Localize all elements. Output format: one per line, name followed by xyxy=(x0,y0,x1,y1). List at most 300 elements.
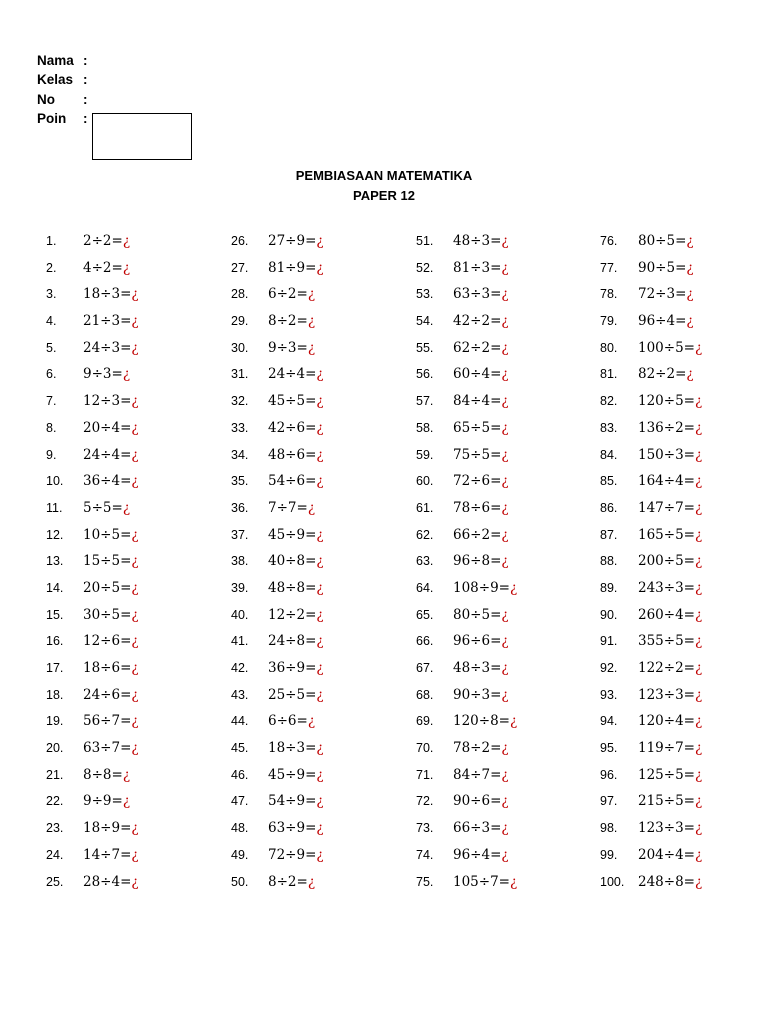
answer-mark: ¿ xyxy=(131,846,139,863)
answer-mark: ¿ xyxy=(501,766,509,783)
problem-number: 96. xyxy=(600,767,618,782)
answer-mark: ¿ xyxy=(122,499,131,516)
problem-equation: 6÷6= xyxy=(268,713,308,730)
problem-expression xyxy=(453,685,509,705)
problem-equation: 21÷3= xyxy=(83,313,132,330)
problem-number: 11. xyxy=(46,500,63,515)
answer-mark: ¿ xyxy=(501,606,509,623)
answer-mark: ¿ xyxy=(501,793,509,810)
problem-equation: 7÷7= xyxy=(268,499,308,516)
problem-expression xyxy=(268,551,324,571)
problem-equation: 5÷5= xyxy=(83,499,123,516)
problem-equation: 63÷7= xyxy=(83,740,132,757)
problem-equation: 45÷9= xyxy=(268,526,317,543)
problem-equation: 84÷7= xyxy=(453,766,502,783)
problem-expression xyxy=(268,364,324,384)
problem-equation: 12÷3= xyxy=(83,393,132,410)
problem-expression xyxy=(83,658,139,678)
problem-expression xyxy=(453,391,509,411)
problem-expression xyxy=(268,498,315,518)
problem-number: 51. xyxy=(416,234,434,248)
problem-equation: 80÷5= xyxy=(638,233,687,249)
problem-expression xyxy=(268,872,315,892)
problem-number: 54. xyxy=(416,314,434,329)
problem-number: 70. xyxy=(416,741,434,756)
problem-number: 90. xyxy=(600,607,618,622)
problem-expression xyxy=(453,605,509,625)
problem-equation: 10÷5= xyxy=(83,526,132,543)
answer-mark: ¿ xyxy=(501,259,509,276)
problem-number: 12. xyxy=(46,527,64,542)
answer-mark: ¿ xyxy=(316,366,324,383)
problem-equation: 150÷3= xyxy=(638,446,695,463)
problem-expression xyxy=(268,711,315,731)
nama-label: Nama xyxy=(37,53,74,68)
problem-expression xyxy=(83,284,139,304)
problem-equation: 8÷2= xyxy=(268,313,308,330)
answer-mark: ¿ xyxy=(131,740,139,757)
problem-number: 20. xyxy=(46,741,64,756)
problem-equation: 165÷5= xyxy=(638,526,695,543)
problem-number: 10. xyxy=(46,474,64,489)
answer-mark: ¿ xyxy=(316,846,324,863)
problem-expression xyxy=(638,311,694,331)
problem-equation: 20÷4= xyxy=(83,419,132,436)
problem-expression xyxy=(638,231,694,251)
problem-equation: 48÷3= xyxy=(453,660,502,676)
problem-expression xyxy=(83,311,139,331)
problem-equation: 136÷2= xyxy=(638,419,695,436)
problem-number: 47. xyxy=(231,794,249,809)
problem-number: 33. xyxy=(231,420,249,435)
problem-equation: 8÷2= xyxy=(268,873,308,890)
problem-equation: 24÷4= xyxy=(268,366,317,383)
problem-number: 43. xyxy=(231,687,249,702)
problem-number: 2. xyxy=(46,260,57,275)
answer-mark: ¿ xyxy=(316,259,324,276)
problem-expression xyxy=(638,765,702,785)
problem-number: 85. xyxy=(600,474,618,489)
problem-expression xyxy=(83,391,139,411)
problem-number: 19. xyxy=(46,714,64,729)
answer-mark: ¿ xyxy=(501,419,509,436)
problem-number: 26. xyxy=(231,234,249,248)
problem-number: 82. xyxy=(600,394,618,409)
problem-expression xyxy=(268,658,324,678)
answer-mark: ¿ xyxy=(501,446,509,463)
problem-expression xyxy=(453,818,509,838)
problem-expression xyxy=(268,311,315,331)
answer-mark: ¿ xyxy=(131,633,139,650)
problem-equation: 120÷8= xyxy=(453,713,510,730)
problem-number: 48. xyxy=(231,821,249,836)
problem-equation: 90÷5= xyxy=(638,259,687,276)
problem-expression xyxy=(83,445,139,465)
problem-number: 18. xyxy=(46,687,64,702)
problem-expression xyxy=(638,738,702,758)
answer-mark: ¿ xyxy=(501,393,509,410)
problem-equation: 54÷9= xyxy=(268,793,317,810)
answer-mark: ¿ xyxy=(316,606,324,623)
problem-expression xyxy=(453,284,509,304)
answer-mark: ¿ xyxy=(316,473,324,490)
problem-number: 56. xyxy=(416,367,434,382)
problem-equation: 66÷2= xyxy=(453,526,502,543)
problem-expression xyxy=(268,765,324,785)
problem-equation: 243÷3= xyxy=(638,579,695,596)
problem-number: 77. xyxy=(600,260,618,275)
answer-mark: ¿ xyxy=(694,526,703,543)
problem-equation: 96÷4= xyxy=(638,313,687,330)
problem-equation: 215÷5= xyxy=(638,793,695,810)
problem-equation: 9÷9= xyxy=(83,793,123,810)
problem-number: 88. xyxy=(600,554,618,569)
problem-expression xyxy=(268,231,324,251)
problem-number: 44. xyxy=(231,714,249,729)
problem-expression xyxy=(83,525,139,545)
problem-number: 83. xyxy=(600,420,618,435)
problem-expression xyxy=(268,818,324,838)
problem-expression xyxy=(453,338,509,358)
poin-colon: : xyxy=(83,111,88,126)
problem-expression xyxy=(83,258,130,278)
problem-number: 80. xyxy=(600,340,618,355)
problem-number: 67. xyxy=(416,661,434,675)
problem-number: 39. xyxy=(231,580,249,595)
answer-mark: ¿ xyxy=(501,313,509,330)
problem-number: 29. xyxy=(231,314,249,329)
answer-mark: ¿ xyxy=(131,286,139,303)
problem-expression xyxy=(83,872,139,892)
answer-mark: ¿ xyxy=(501,660,509,676)
problem-number: 65. xyxy=(416,607,434,622)
problem-equation: 4÷2= xyxy=(83,259,123,276)
answer-mark: ¿ xyxy=(131,339,139,356)
problem-expression xyxy=(638,791,702,811)
problem-equation: 24÷6= xyxy=(83,686,132,703)
problem-number: 100. xyxy=(600,874,625,889)
problem-number: 78. xyxy=(600,287,618,302)
answer-mark: ¿ xyxy=(316,579,324,596)
problem-expression xyxy=(453,311,509,331)
problem-expression xyxy=(638,872,702,892)
problem-number: 71. xyxy=(416,767,434,782)
problem-equation: 81÷3= xyxy=(453,259,502,276)
answer-mark: ¿ xyxy=(316,740,324,757)
poin-label: Poin xyxy=(37,111,67,126)
answer-mark: ¿ xyxy=(694,846,703,863)
problem-number: 52. xyxy=(416,260,434,275)
problem-expression xyxy=(83,791,130,811)
nama-colon: : xyxy=(83,53,88,68)
problem-number: 49. xyxy=(231,847,249,862)
problem-number: 42. xyxy=(231,661,249,675)
problem-equation: 14÷7= xyxy=(83,846,132,863)
problem-equation: 96÷4= xyxy=(453,846,502,863)
problem-expression xyxy=(268,738,324,758)
problem-expression xyxy=(453,418,509,438)
problem-expression xyxy=(268,685,324,705)
problem-expression xyxy=(638,631,702,651)
problem-equation: 96÷8= xyxy=(453,553,502,570)
problem-equation: 27÷9= xyxy=(268,233,317,249)
problem-equation: 48÷3= xyxy=(453,233,502,249)
problem-equation: 12÷6= xyxy=(83,633,132,650)
problem-number: 84. xyxy=(600,447,618,462)
problem-equation: 120÷4= xyxy=(638,713,695,730)
answer-mark: ¿ xyxy=(501,339,509,356)
problem-equation: 2÷2= xyxy=(83,233,123,249)
answer-mark: ¿ xyxy=(316,553,324,570)
problem-equation: 200÷5= xyxy=(638,553,695,570)
problem-number: 15. xyxy=(46,607,64,622)
answer-mark: ¿ xyxy=(316,526,324,543)
answer-mark: ¿ xyxy=(694,393,703,410)
answer-mark: ¿ xyxy=(316,766,324,783)
answer-mark: ¿ xyxy=(316,793,324,810)
answer-mark: ¿ xyxy=(686,259,694,276)
answer-mark: ¿ xyxy=(694,766,703,783)
answer-mark: ¿ xyxy=(131,313,139,330)
problem-equation: 63÷9= xyxy=(268,820,317,837)
problem-number: 91. xyxy=(600,634,618,649)
problem-expression xyxy=(453,471,509,491)
problem-expression xyxy=(638,711,702,731)
problem-equation: 108÷9= xyxy=(453,579,510,596)
answer-mark: ¿ xyxy=(694,553,703,570)
problem-number: 74. xyxy=(416,847,434,862)
problem-expression xyxy=(638,658,702,678)
problem-number: 45. xyxy=(231,741,249,756)
problem-equation: 82÷2= xyxy=(638,366,687,383)
problem-number: 73. xyxy=(416,821,434,836)
problem-expression xyxy=(638,845,702,865)
answer-mark: ¿ xyxy=(694,686,703,703)
problem-number: 92. xyxy=(600,661,618,675)
answer-mark: ¿ xyxy=(131,606,139,623)
answer-mark: ¿ xyxy=(131,873,139,890)
answer-mark: ¿ xyxy=(501,740,509,757)
problem-equation: 8÷8= xyxy=(83,766,123,783)
answer-mark: ¿ xyxy=(122,793,131,810)
problem-equation: 45÷5= xyxy=(268,393,317,410)
problem-expression xyxy=(268,791,324,811)
answer-mark: ¿ xyxy=(686,366,694,383)
answer-mark: ¿ xyxy=(694,446,703,463)
problem-number: 8. xyxy=(46,420,57,435)
problem-expression xyxy=(83,578,139,598)
problem-number: 32. xyxy=(231,394,249,409)
problem-number: 16. xyxy=(46,634,64,649)
answer-mark: ¿ xyxy=(122,233,131,249)
problem-number: 75. xyxy=(416,874,434,889)
problem-number: 6. xyxy=(46,367,57,382)
problem-equation: 75÷5= xyxy=(453,446,502,463)
problem-number: 5. xyxy=(46,340,57,355)
problem-equation: 84÷4= xyxy=(453,393,502,410)
problem-equation: 9÷3= xyxy=(83,366,123,383)
answer-mark: ¿ xyxy=(501,366,509,383)
problem-number: 60. xyxy=(416,474,434,489)
problem-expression xyxy=(638,364,694,384)
problem-expression xyxy=(453,498,509,518)
problem-expression xyxy=(638,685,702,705)
problem-number: 4. xyxy=(46,314,57,329)
problem-expression xyxy=(453,578,517,598)
problem-number: 25. xyxy=(46,874,64,889)
problem-expression xyxy=(453,765,509,785)
problem-number: 79. xyxy=(600,314,618,329)
problem-equation: 78÷6= xyxy=(453,499,502,516)
problem-equation: 36÷4= xyxy=(83,473,132,490)
problem-expression xyxy=(638,498,702,518)
problem-expression xyxy=(638,445,702,465)
problem-expression xyxy=(268,391,324,411)
problem-expression xyxy=(83,845,139,865)
problem-expression xyxy=(453,845,509,865)
problem-expression xyxy=(453,445,509,465)
problem-expression xyxy=(83,498,130,518)
answer-mark: ¿ xyxy=(501,286,509,303)
no-label: No xyxy=(37,92,55,107)
problem-expression xyxy=(638,471,702,491)
answer-mark: ¿ xyxy=(316,633,324,650)
problem-equation: 81÷9= xyxy=(268,259,317,276)
problem-equation: 18÷3= xyxy=(268,740,317,757)
answer-mark: ¿ xyxy=(501,473,509,490)
problem-number: 55. xyxy=(416,340,434,355)
problem-equation: 90÷3= xyxy=(453,686,502,703)
problem-equation: 18÷3= xyxy=(83,286,132,303)
problem-number: 57. xyxy=(416,394,434,409)
problem-number: 9. xyxy=(46,447,57,462)
answer-mark: ¿ xyxy=(694,873,703,890)
problem-equation: 28÷4= xyxy=(83,873,132,890)
problem-expression xyxy=(638,551,702,571)
answer-mark: ¿ xyxy=(122,766,131,783)
problem-number: 28. xyxy=(231,287,249,302)
answer-mark: ¿ xyxy=(307,499,316,516)
answer-mark: ¿ xyxy=(131,713,139,730)
problem-equation: 65÷5= xyxy=(453,419,502,436)
problem-number: 17. xyxy=(46,661,64,675)
problem-expression xyxy=(268,258,324,278)
problem-number: 35. xyxy=(231,474,249,489)
answer-mark: ¿ xyxy=(131,446,139,463)
problem-number: 62. xyxy=(416,527,434,542)
problem-expression xyxy=(83,338,139,358)
problem-number: 7. xyxy=(46,394,57,409)
problem-expression xyxy=(268,605,324,625)
problem-number: 21. xyxy=(46,767,64,782)
problem-expression xyxy=(638,605,702,625)
answer-mark: ¿ xyxy=(694,660,703,676)
answer-mark: ¿ xyxy=(694,419,703,436)
problem-expression xyxy=(638,525,702,545)
problem-expression xyxy=(268,471,324,491)
problem-number: 72. xyxy=(416,794,434,809)
kelas-label: Kelas xyxy=(37,72,74,87)
problem-number: 97. xyxy=(600,794,618,809)
problem-equation: 30÷5= xyxy=(83,606,132,623)
answer-mark: ¿ xyxy=(316,660,324,676)
problem-number: 63. xyxy=(416,554,434,569)
problem-number: 50. xyxy=(231,874,249,889)
no-colon: : xyxy=(83,92,88,107)
problem-number: 94. xyxy=(600,714,618,729)
problem-expression xyxy=(453,231,509,251)
problem-expression xyxy=(453,791,509,811)
problem-number: 64. xyxy=(416,580,434,595)
answer-mark: ¿ xyxy=(307,286,316,303)
answer-mark: ¿ xyxy=(316,686,324,703)
problem-expression xyxy=(638,258,694,278)
problem-equation: 105÷7= xyxy=(453,873,510,890)
problem-number: 22. xyxy=(46,794,64,809)
answer-mark: ¿ xyxy=(694,473,703,490)
answer-mark: ¿ xyxy=(694,606,703,623)
problem-number: 66. xyxy=(416,634,434,649)
problem-expression xyxy=(83,605,139,625)
problem-number: 36. xyxy=(231,500,249,515)
problem-expression xyxy=(638,818,702,838)
page-subtitle: PAPER 12 xyxy=(353,188,415,203)
answer-mark: ¿ xyxy=(694,499,703,516)
problem-equation: 355÷5= xyxy=(638,633,695,650)
problem-equation: 80÷5= xyxy=(453,606,502,623)
problem-equation: 120÷5= xyxy=(638,393,695,410)
problem-number: 89. xyxy=(600,580,618,595)
answer-mark: ¿ xyxy=(686,313,694,330)
problem-equation: 36÷9= xyxy=(268,660,317,676)
answer-mark: ¿ xyxy=(501,820,509,837)
problem-expression xyxy=(83,631,139,651)
answer-mark: ¿ xyxy=(501,846,509,863)
problem-expression xyxy=(268,418,324,438)
problem-number: 40. xyxy=(231,607,249,622)
problem-expression xyxy=(268,578,324,598)
answer-mark: ¿ xyxy=(131,579,139,596)
answer-mark: ¿ xyxy=(694,579,703,596)
problem-number: 58. xyxy=(416,420,434,435)
answer-mark: ¿ xyxy=(307,873,316,890)
answer-mark: ¿ xyxy=(131,473,139,490)
answer-mark: ¿ xyxy=(307,339,316,356)
problem-expression xyxy=(83,231,130,251)
problem-expression xyxy=(83,765,130,785)
problem-equation: 48÷8= xyxy=(268,579,317,596)
problem-equation: 100÷5= xyxy=(638,339,695,356)
problem-number: 69. xyxy=(416,714,434,729)
problem-expression xyxy=(453,525,509,545)
problem-number: 41. xyxy=(231,634,249,649)
problem-equation: 45÷9= xyxy=(268,766,317,783)
problem-number: 68. xyxy=(416,687,434,702)
answer-mark: ¿ xyxy=(694,713,703,730)
problem-expression xyxy=(638,418,702,438)
problem-equation: 24÷4= xyxy=(83,446,132,463)
problem-number: 14. xyxy=(46,580,64,595)
problem-number: 76. xyxy=(600,234,618,248)
answer-mark: ¿ xyxy=(131,553,139,570)
problem-equation: 119÷7= xyxy=(638,740,695,757)
answer-mark: ¿ xyxy=(131,393,139,410)
answer-mark: ¿ xyxy=(501,233,509,249)
problem-expression xyxy=(268,338,315,358)
problem-equation: 60÷4= xyxy=(453,366,502,383)
answer-mark: ¿ xyxy=(694,820,703,837)
problem-number: 24. xyxy=(46,847,64,862)
